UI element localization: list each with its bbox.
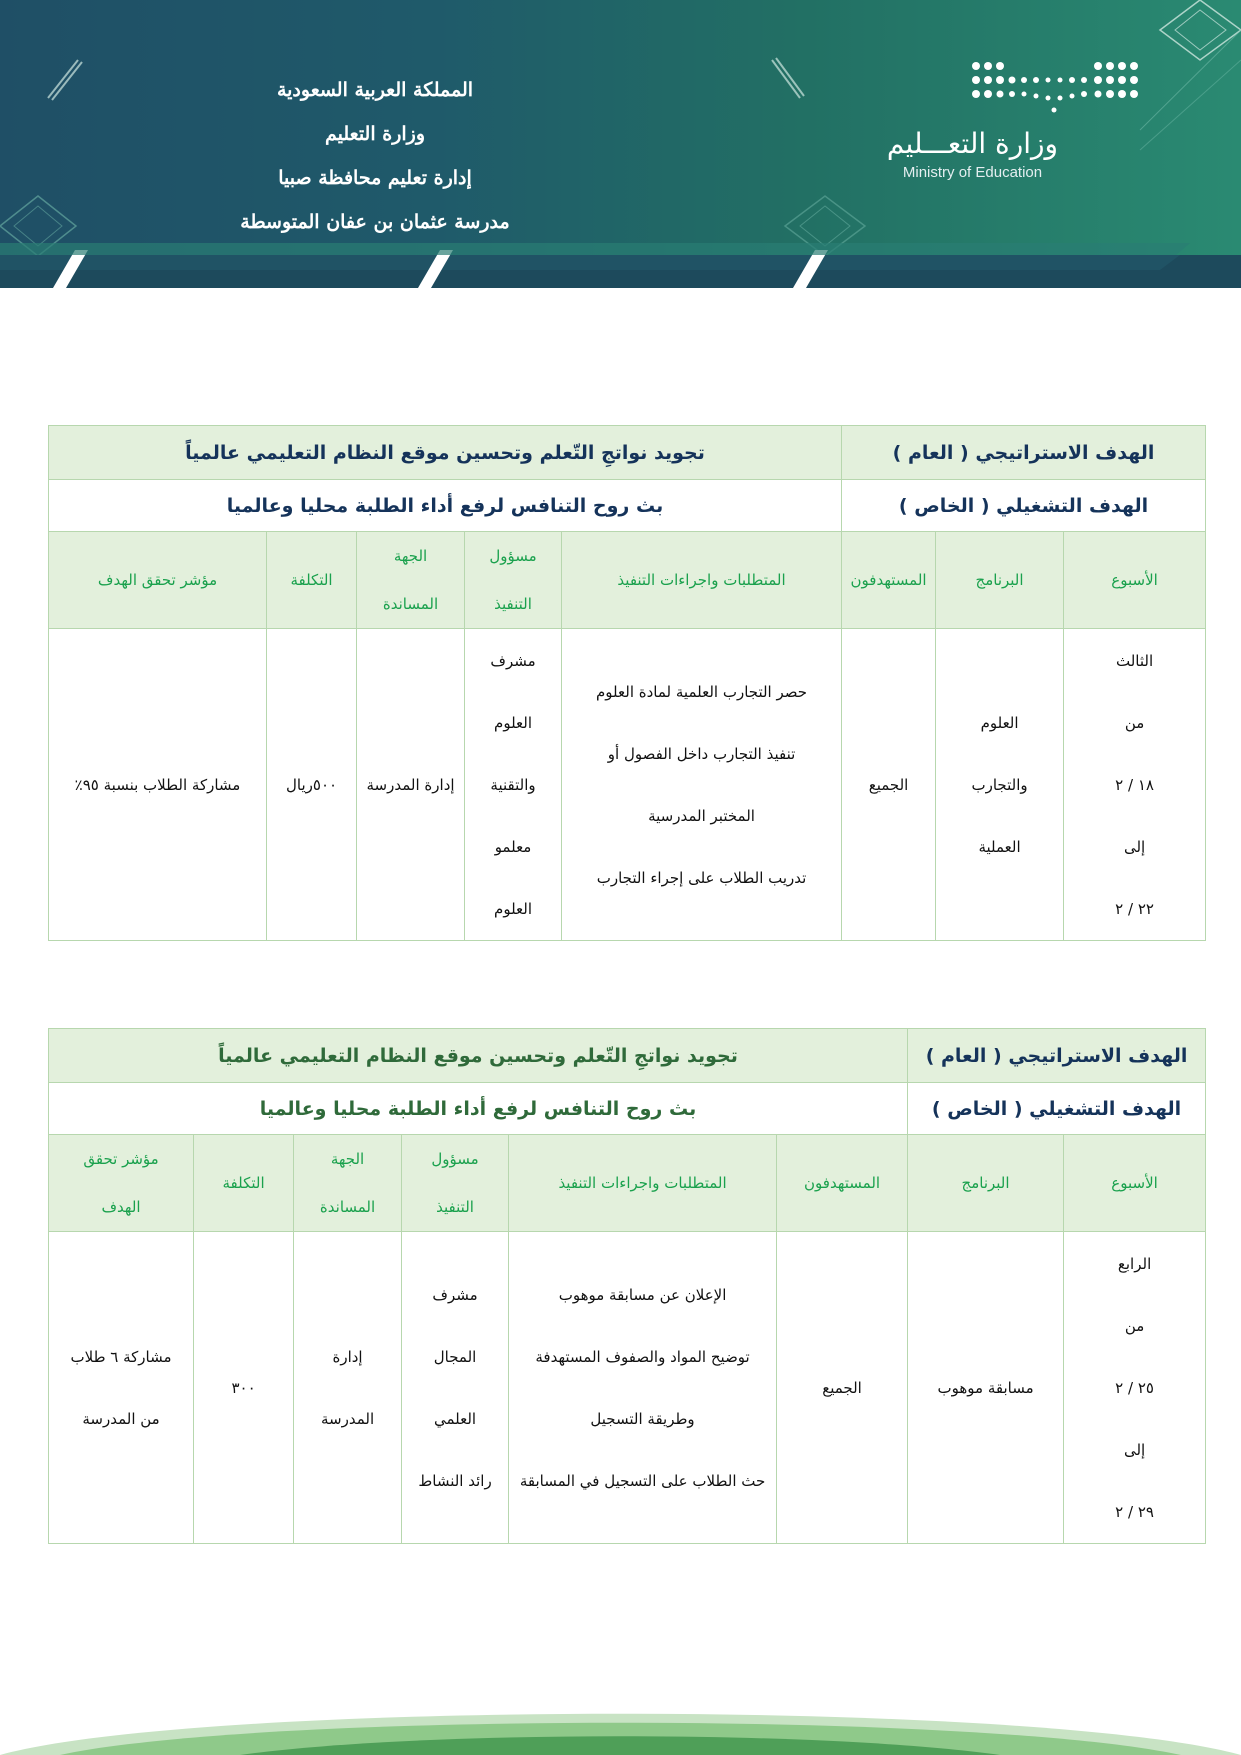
responsible-line: والتقنية [490,775,536,794]
requirements-cell [509,1232,777,1544]
operational-goal-value: بث روح التنافس لرفع أداء الطلبة محليا وعالميا [49,480,842,532]
week-line: إلى [1123,837,1146,856]
week-line: ١٨ / ٢ [1115,775,1154,794]
requirement-line: المختبر المدرسية [648,806,755,825]
requirement-line: تدريب الطلاب على إجراء التجارب [596,868,807,887]
header-requirements: المتطلبات واجراءات التنفيذ [562,532,842,629]
header-cost: التكلفة [267,532,357,629]
requirement-line: تنفيذ التجارب داخل الفصول أو [607,744,796,763]
header-indicator [49,1135,194,1232]
header-indicator-line: الهدف [101,1198,141,1216]
school-header [175,68,575,244]
header-indicator-line: مؤشر تحقق الهدف [97,571,218,589]
indicator-line: مشاركة الطلاب بنسبة ٩٥٪ [74,775,241,794]
ministry-line: وزارة التعليم [324,123,425,145]
header-responsible-line: التنفيذ [494,595,532,613]
strategic-goal-value: تجويد نواتجِ التّعلم وتحسين موقع النظام التعليمي عالمياً [49,1029,908,1083]
requirement-line: حث الطلاب على التسجيل في المسابقة [519,1471,766,1490]
header-indicator-line: مؤشر تحقق [83,1150,159,1168]
header-target: المستهدفون [842,532,936,629]
header-support-line: الجهة [393,547,428,565]
target-cell: الجميع [842,629,936,941]
requirement-line: توضيح المواد والصفوف المستهدفة [535,1347,750,1366]
week-line: ٢٥ / ٢ [1115,1378,1154,1397]
column-header-row [49,1135,1206,1232]
indicator-cell [49,1232,194,1544]
header-support-line: المساندة [382,595,439,613]
header-banner [0,0,1241,288]
header-cost: التكلفة [194,1135,294,1232]
operational-goal-value: بث روح التنافس لرفع أداء الطلبة محليا وعالميا [49,1083,908,1135]
week-line: من [1124,1316,1145,1335]
header-support [357,532,465,629]
requirements-cell [562,629,842,941]
header-responsible [465,532,562,629]
indicator-line: من المدرسة [82,1409,160,1428]
header-program: البرنامج [908,1135,1064,1232]
support-line: المدرسة [320,1409,375,1428]
week-cell [1064,629,1206,941]
responsible-line: العلوم [494,713,533,732]
operational-goal-row [49,480,1206,532]
header-support-line: المساندة [319,1198,376,1216]
footer-wave [0,1690,1241,1755]
week-cell [1064,1232,1206,1544]
week-line: من [1124,713,1145,732]
header-responsible-line: مسؤول [489,547,537,565]
header-program: البرنامج [936,532,1064,629]
strategic-goal-value: تجويد نواتجِ التّعلم وتحسين موقع النظام التعليمي عالمياً [49,426,842,480]
week-line: إلى [1123,1440,1146,1459]
responsible-line: العلوم [494,899,533,918]
header-support [294,1135,402,1232]
operational-goal-label: الهدف التشغيلي ( الخاص ) [908,1083,1206,1135]
support-line: إدارة [332,1347,363,1366]
week-line: ٢٢ / ٢ [1115,899,1154,918]
program-line: مسابقة موهوب [937,1378,1034,1397]
responsible-cell [465,629,562,941]
requirement-line: وطريقة التسجيل [590,1409,695,1428]
responsible-line: مشرف [432,1285,478,1304]
table-row [49,1232,1206,1544]
support-cell [294,1232,402,1544]
school-name-line: مدرسة عثمان بن عفان المتوسطة [240,211,510,233]
operational-goal-row [49,1083,1206,1135]
ministry-logo-english: Ministry of Education [902,164,1043,181]
support-cell [357,629,465,941]
week-line: الرابع [1117,1254,1152,1273]
strategic-goal-row [49,1029,1206,1083]
operational-goal-label: الهدف التشغيلي ( الخاص ) [842,480,1206,532]
column-header-row [49,532,1206,629]
responsible-line: العلمي [433,1409,477,1428]
week-line: ٢٩ / ٢ [1115,1502,1154,1521]
responsible-line: مشرف [490,651,536,670]
responsible-cell [402,1232,509,1544]
strategic-goal-row [49,426,1206,480]
target-cell: الجميع [777,1232,908,1544]
ministry-logo-arabic: وزارة التعـــليم [886,127,1059,160]
header-target: المستهدفون [777,1135,908,1232]
support-line: إدارة المدرسة [366,775,455,794]
program-line: العلوم [980,713,1019,732]
indicator-line: مشاركة ٦ طلاب [70,1347,172,1366]
program-line: والتجارب [971,775,1028,794]
responsible-line: المجال [433,1347,477,1366]
requirement-line: الإعلان عن مسابقة موهوب [558,1285,727,1304]
cost-cell: ٥٠٠ريال [267,629,357,941]
plan-table-week-4 [48,1028,1206,1544]
requirement-line: حصر التجارب العلمية لمادة العلوم [596,682,808,701]
table-row [49,629,1206,941]
header-responsible-line: مسؤول [431,1150,479,1168]
header-support-line: الجهة [330,1150,365,1168]
program-line: العملية [978,837,1021,856]
kingdom-line: المملكة العربية السعودية [276,79,474,101]
header-requirements: المتطلبات واجراءات التنفيذ [509,1135,777,1232]
header-week: الأسبوع [1064,532,1206,629]
plan-table-week-3 [48,425,1206,941]
strategic-goal-label: الهدف الاستراتيجي ( العام ) [842,426,1206,480]
header-responsible-line: التنفيذ [436,1198,474,1216]
program-cell [908,1232,1064,1544]
strategic-goal-label: الهدف الاستراتيجي ( العام ) [908,1029,1206,1083]
program-cell [936,629,1064,941]
header-indicator [49,532,267,629]
header-responsible [402,1135,509,1232]
education-office-line: إدارة تعليم محافظة صبيا [278,167,472,189]
header-week: الأسبوع [1064,1135,1206,1232]
indicator-cell [49,629,267,941]
cost-cell: ٣٠٠ [194,1232,294,1544]
week-line: الثالث [1115,651,1154,670]
responsible-line: معلمو [494,837,532,856]
responsible-line: رائد النشاط [418,1471,492,1490]
ministry-logo-icon [970,58,1170,118]
